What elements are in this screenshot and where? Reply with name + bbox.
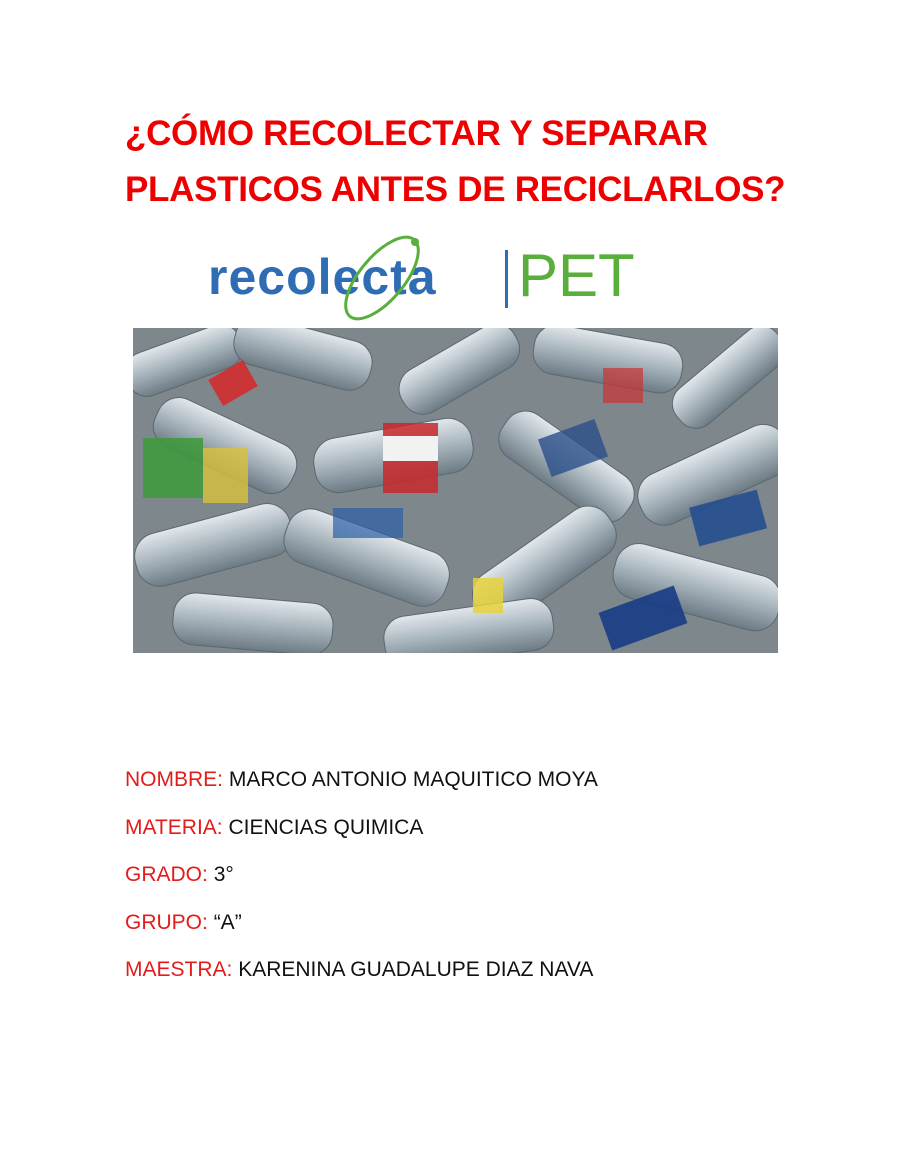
info-value: “A”: [213, 910, 242, 934]
info-value: CIENCIAS QUIMICA: [228, 815, 424, 839]
title-line-1: ¿CÓMO RECOLECTAR Y SEPARAR: [125, 114, 708, 153]
info-row-materia: [125, 813, 598, 861]
info-label: GRUPO:: [125, 910, 208, 934]
info-row-nombre: [125, 765, 598, 813]
info-value: MARCO ANTONIO MAQUITICO MOYA: [228, 768, 598, 791]
page-title: [125, 106, 825, 218]
info-value: KARENINA GUADALUPE DIAZ NAVA: [238, 958, 594, 981]
student-info: [125, 765, 598, 1003]
recolecta-pet-logo: [200, 230, 690, 330]
info-label: MATERIA:: [125, 815, 223, 839]
info-label: NOMBRE:: [125, 768, 224, 791]
info-value: 3°: [213, 863, 234, 886]
plastic-bottles-photo: [133, 328, 778, 653]
svg-text:recolecta: recolecta: [208, 249, 437, 305]
info-label: GRADO:: [125, 863, 208, 886]
info-label: MAESTRA:: [125, 958, 233, 981]
info-row-grupo: [125, 908, 598, 956]
info-row-maestra: [125, 955, 598, 1003]
svg-text:PET: PET: [518, 242, 635, 309]
title-line-2: PLASTICOS ANTES DE RECICLARLOS?: [125, 170, 786, 209]
info-row-grado: [125, 860, 598, 908]
